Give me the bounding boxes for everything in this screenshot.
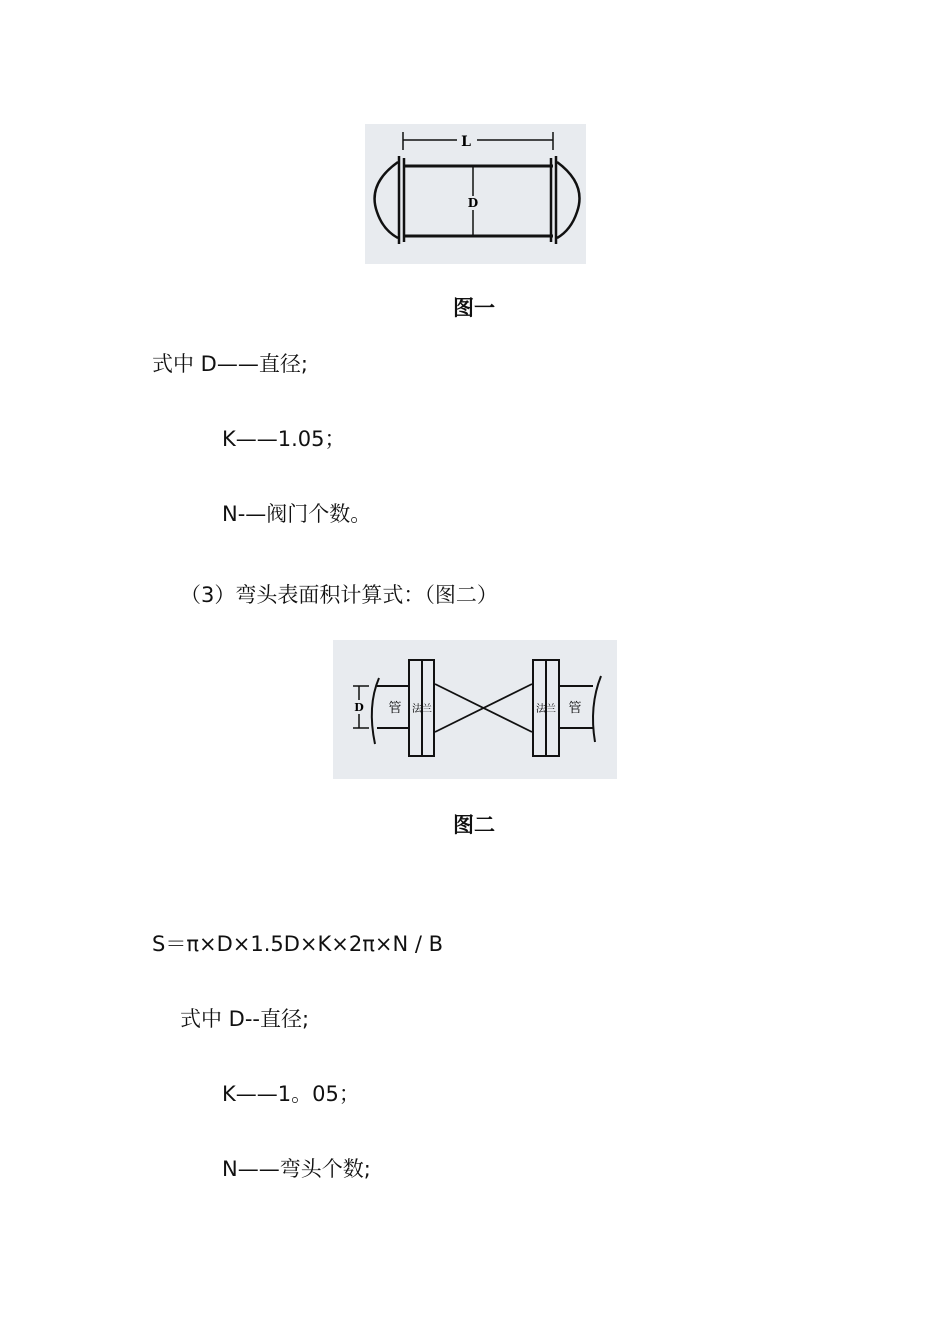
elbow-diagram [333,640,617,779]
pipe-label-right: 管 [568,701,582,716]
legend2-line2: K——1。05； [222,1082,360,1106]
figure1-caption: 图一 [453,296,495,320]
section-heading: （3）弯头表面积计算式：（图二） [180,583,498,607]
length-label: L [461,134,471,150]
legend1-line2: K——1.05； [222,427,346,451]
pipe-right-cut [593,676,601,742]
figure2-caption: 图二 [453,813,495,837]
figure-valve [365,124,586,264]
formula: S＝π×D×1.5D×K×2π×N / B [152,932,444,956]
valve-diagram [365,124,586,264]
flange-label-right: 法兰 [536,704,556,715]
figure-elbow [333,640,617,779]
legend1-line1: 式中 D——直径; [152,352,308,376]
diameter-label: D [467,196,479,210]
legend2-line1: 式中 D--直径; [180,1007,310,1031]
diameter-label: D [354,701,364,714]
end-cap-right [557,162,580,238]
legend2-line3: N——弯头个数; [222,1157,371,1181]
pipe-label-left: 管 [388,701,402,716]
legend1-line3: N-—阀门个数。 [222,502,372,526]
pipe-left-cut [372,678,379,744]
flange-label-left: 法兰 [412,704,432,715]
end-cap-left [375,162,398,238]
